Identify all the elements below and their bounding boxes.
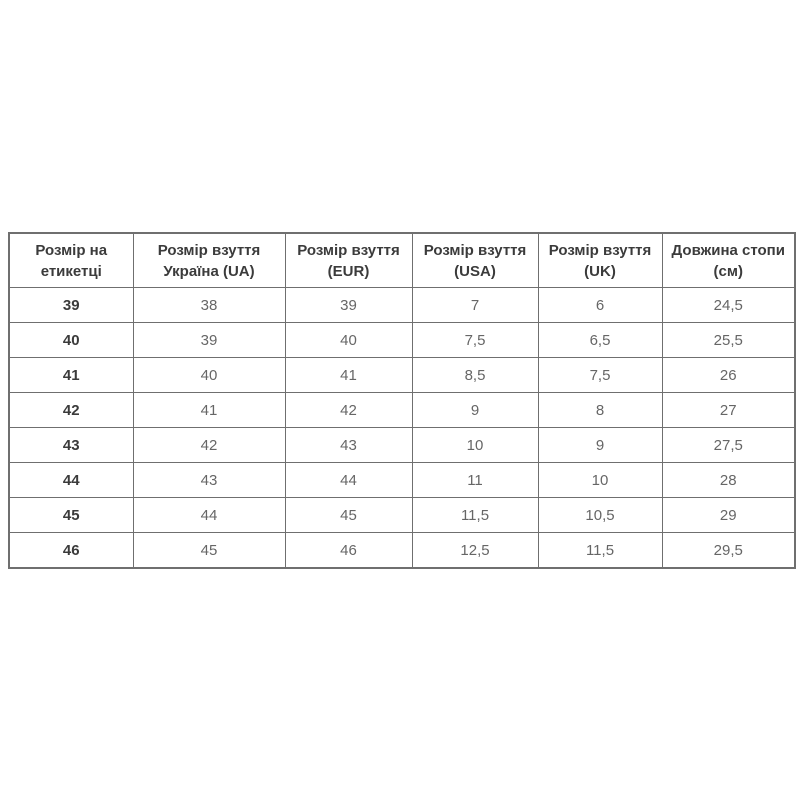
cell-label-size: 41 bbox=[9, 358, 133, 393]
table-row bbox=[9, 323, 795, 358]
cell-size-uk: 11,5 bbox=[538, 533, 662, 569]
cell-size-usa: 7 bbox=[412, 288, 538, 323]
cell-size-eur: 41 bbox=[285, 358, 412, 393]
cell-size-uk: 8 bbox=[538, 393, 662, 428]
cell-size-usa: 12,5 bbox=[412, 533, 538, 569]
cell-size-ua: 44 bbox=[133, 498, 285, 533]
cell-foot-length: 29,5 bbox=[662, 533, 795, 569]
table-row bbox=[9, 288, 795, 323]
cell-size-uk: 6,5 bbox=[538, 323, 662, 358]
cell-size-ua: 43 bbox=[133, 463, 285, 498]
size-conversion-table bbox=[8, 232, 796, 569]
cell-foot-length: 24,5 bbox=[662, 288, 795, 323]
cell-size-ua: 41 bbox=[133, 393, 285, 428]
table-row bbox=[9, 358, 795, 393]
cell-label-size: 39 bbox=[9, 288, 133, 323]
cell-foot-length: 28 bbox=[662, 463, 795, 498]
cell-label-size: 42 bbox=[9, 393, 133, 428]
cell-size-ua: 42 bbox=[133, 428, 285, 463]
cell-size-ua: 39 bbox=[133, 323, 285, 358]
cell-size-eur: 45 bbox=[285, 498, 412, 533]
cell-size-eur: 39 bbox=[285, 288, 412, 323]
cell-size-usa: 9 bbox=[412, 393, 538, 428]
cell-label-size: 40 bbox=[9, 323, 133, 358]
table-row bbox=[9, 533, 795, 569]
table-row bbox=[9, 393, 795, 428]
cell-size-usa: 8,5 bbox=[412, 358, 538, 393]
cell-foot-length: 25,5 bbox=[662, 323, 795, 358]
column-header-foot-length: Довжина стопи (см) bbox=[662, 233, 795, 288]
cell-size-usa: 11,5 bbox=[412, 498, 538, 533]
table-row bbox=[9, 498, 795, 533]
cell-size-uk: 9 bbox=[538, 428, 662, 463]
column-header-size-eur: Розмір взуття (EUR) bbox=[285, 233, 412, 288]
cell-size-eur: 43 bbox=[285, 428, 412, 463]
cell-size-eur: 42 bbox=[285, 393, 412, 428]
cell-size-usa: 10 bbox=[412, 428, 538, 463]
cell-size-eur: 40 bbox=[285, 323, 412, 358]
table-row bbox=[9, 428, 795, 463]
cell-size-uk: 10 bbox=[538, 463, 662, 498]
cell-size-eur: 44 bbox=[285, 463, 412, 498]
cell-size-ua: 38 bbox=[133, 288, 285, 323]
column-header-label-size: Розмір на етикетці bbox=[9, 233, 133, 288]
header-row bbox=[9, 233, 795, 288]
cell-label-size: 45 bbox=[9, 498, 133, 533]
cell-size-uk: 6 bbox=[538, 288, 662, 323]
cell-label-size: 46 bbox=[9, 533, 133, 569]
cell-size-uk: 10,5 bbox=[538, 498, 662, 533]
cell-label-size: 43 bbox=[9, 428, 133, 463]
column-header-size-ua: Розмір взуття Україна (UA) bbox=[133, 233, 285, 288]
cell-size-eur: 46 bbox=[285, 533, 412, 569]
cell-foot-length: 29 bbox=[662, 498, 795, 533]
table-row bbox=[9, 463, 795, 498]
cell-size-usa: 11 bbox=[412, 463, 538, 498]
cell-foot-length: 26 bbox=[662, 358, 795, 393]
cell-size-ua: 45 bbox=[133, 533, 285, 569]
cell-foot-length: 27,5 bbox=[662, 428, 795, 463]
cell-foot-length: 27 bbox=[662, 393, 795, 428]
column-header-size-usa: Розмір взуття (USA) bbox=[412, 233, 538, 288]
cell-size-ua: 40 bbox=[133, 358, 285, 393]
column-header-size-uk: Розмір взуття (UK) bbox=[538, 233, 662, 288]
cell-size-usa: 7,5 bbox=[412, 323, 538, 358]
cell-label-size: 44 bbox=[9, 463, 133, 498]
cell-size-uk: 7,5 bbox=[538, 358, 662, 393]
